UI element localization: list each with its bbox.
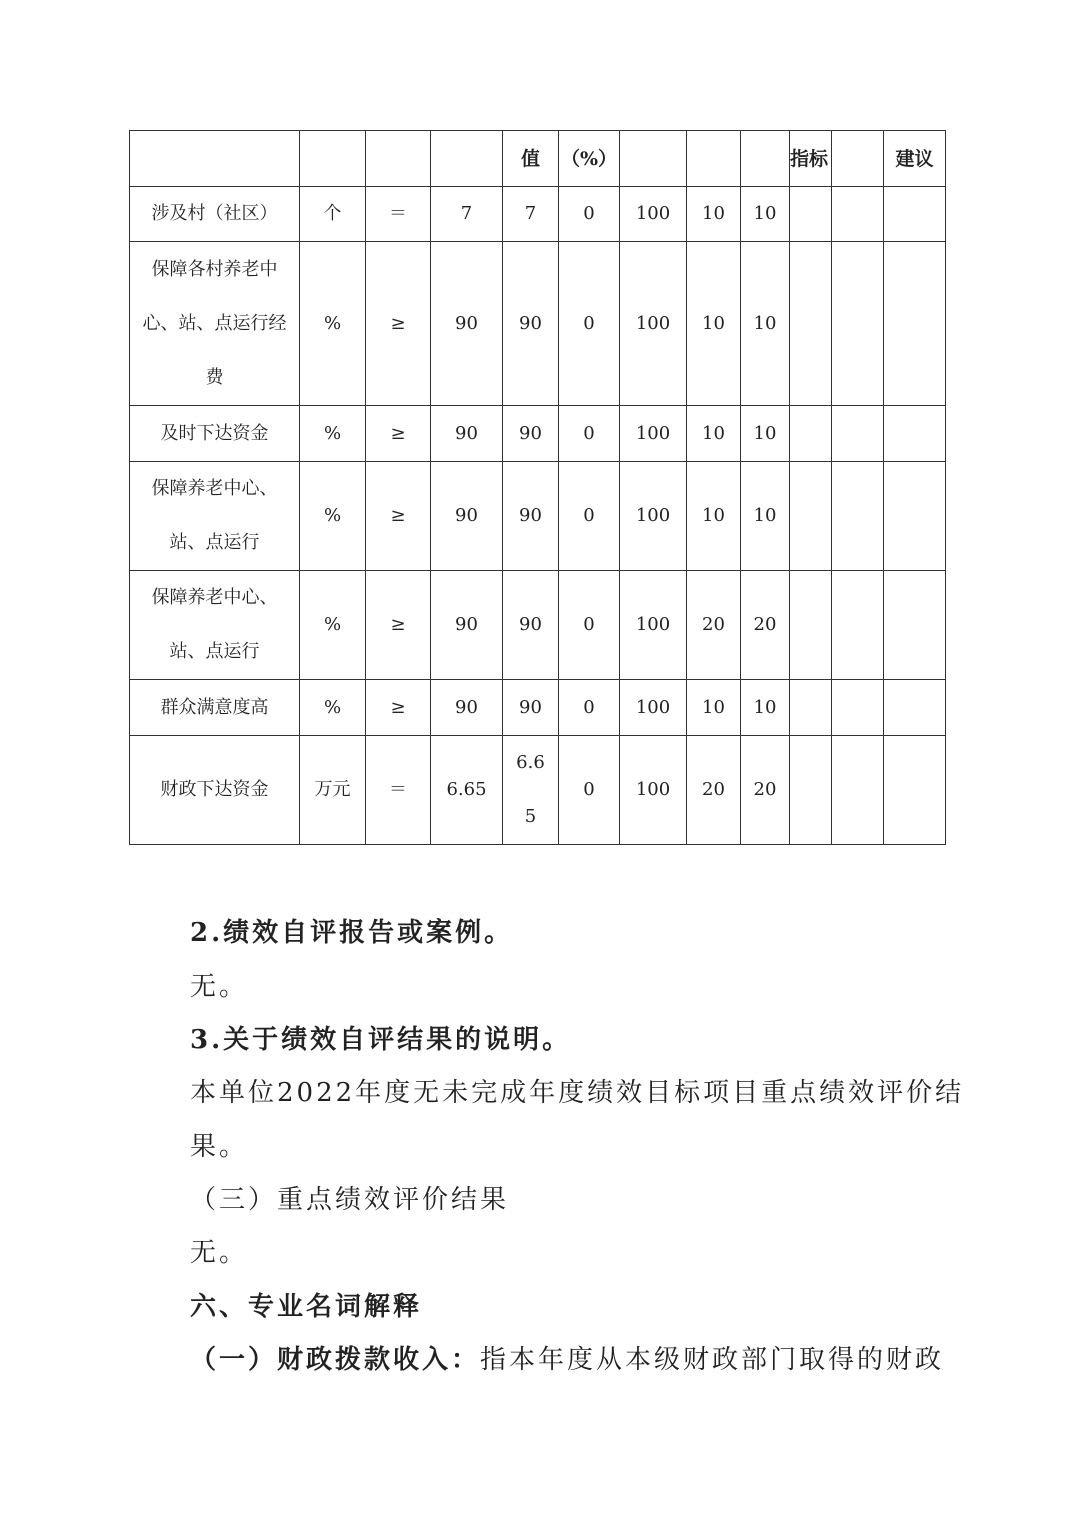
table-row <box>130 680 946 736</box>
empty-cell <box>832 680 884 736</box>
score-cell: 20 <box>741 736 790 845</box>
target-cell: 90 <box>431 571 503 680</box>
unit-cell: % <box>300 680 366 736</box>
operator-cell: ≥ <box>366 462 431 571</box>
empty-cell <box>832 571 884 680</box>
deviation-cell: 0 <box>559 406 620 462</box>
indicator-name: 保障各村养老中心、站、点运行经费 <box>130 242 300 406</box>
table-row <box>130 187 946 242</box>
indicator-name: 保障养老中心、站、点运行 <box>130 571 300 680</box>
section-heading-glossary: 六、专业名词解释 <box>190 1292 423 1322</box>
deviation-cell: 0 <box>559 736 620 845</box>
empty-cell <box>790 187 832 242</box>
empty-cell <box>790 406 832 462</box>
deviation-cell: 0 <box>559 187 620 242</box>
indicator-name: 涉及村（社区） <box>130 187 300 242</box>
section-heading-result-explanation: 3.关于绩效自评结果的说明。 <box>190 1025 572 1055</box>
operator-cell: ≥ <box>366 680 431 736</box>
header-cell <box>687 131 741 187</box>
empty-cell <box>884 462 946 571</box>
header-cell: （%） <box>559 131 620 187</box>
header-cell <box>620 131 687 187</box>
target-cell: 6.65 <box>431 736 503 845</box>
table-row <box>130 462 946 571</box>
weight-cell: 20 <box>687 571 741 680</box>
weight-cell: 10 <box>687 242 741 406</box>
table-row <box>130 571 946 680</box>
deviation-cell: 0 <box>559 462 620 571</box>
operator-cell: ＝ <box>366 736 431 845</box>
paragraph-result: 本单位2022年度无未完成年度绩效目标项目重点绩效评价结果。 <box>190 1078 965 1162</box>
paragraph-definition <box>132 1333 1002 1387</box>
operator-cell: ≥ <box>366 571 431 680</box>
score-cell: 10 <box>741 406 790 462</box>
rate-cell: 100 <box>620 406 687 462</box>
deviation-cell: 0 <box>559 242 620 406</box>
empty-cell <box>790 680 832 736</box>
indicator-name: 及时下达资金 <box>130 406 300 462</box>
unit-cell: 万元 <box>300 736 366 845</box>
weight-cell: 10 <box>687 462 741 571</box>
rate-cell: 100 <box>620 680 687 736</box>
actual-cell: 90 <box>503 242 559 406</box>
definition-term: （一）财政拨款收入： <box>190 1345 481 1375</box>
unit-cell: % <box>300 462 366 571</box>
unit-cell: % <box>300 406 366 462</box>
actual-cell: 90 <box>503 680 559 736</box>
target-cell: 90 <box>431 462 503 571</box>
header-cell <box>741 131 790 187</box>
indicator-name: 保障养老中心、站、点运行 <box>130 462 300 571</box>
header-cell <box>130 131 300 187</box>
weight-cell: 10 <box>687 187 741 242</box>
rate-cell: 100 <box>620 571 687 680</box>
indicator-name: 群众满意度高 <box>130 680 300 736</box>
empty-cell <box>832 242 884 406</box>
empty-cell <box>832 462 884 571</box>
target-cell: 90 <box>431 406 503 462</box>
performance-table <box>129 130 946 845</box>
deviation-cell: 0 <box>559 571 620 680</box>
score-cell: 20 <box>741 571 790 680</box>
deviation-cell: 0 <box>559 680 620 736</box>
empty-cell <box>884 680 946 736</box>
score-cell: 10 <box>741 187 790 242</box>
actual-cell: 90 <box>503 462 559 571</box>
header-cell <box>366 131 431 187</box>
table-row <box>130 406 946 462</box>
empty-cell <box>790 242 832 406</box>
empty-cell <box>832 187 884 242</box>
empty-cell <box>832 406 884 462</box>
table-row <box>130 736 946 845</box>
table-row <box>130 242 946 406</box>
paragraph-none: 无。 <box>190 1238 249 1268</box>
operator-cell: ≥ <box>366 242 431 406</box>
score-cell: 10 <box>741 242 790 406</box>
target-cell: 7 <box>431 187 503 242</box>
empty-cell <box>884 187 946 242</box>
header-cell <box>300 131 366 187</box>
section-heading-self-evaluation-report: 2.绩效自评报告或案例。 <box>190 918 514 948</box>
operator-cell: ≥ <box>366 406 431 462</box>
section-heading-key-evaluation: （三）重点绩效评价结果 <box>190 1185 510 1215</box>
unit-cell: % <box>300 242 366 406</box>
empty-cell <box>790 571 832 680</box>
score-cell: 10 <box>741 462 790 571</box>
actual-cell: 90 <box>503 571 559 680</box>
empty-cell <box>790 462 832 571</box>
operator-cell: ＝ <box>366 187 431 242</box>
weight-cell: 20 <box>687 736 741 845</box>
empty-cell <box>884 242 946 406</box>
weight-cell: 10 <box>687 680 741 736</box>
rate-cell: 100 <box>620 187 687 242</box>
empty-cell <box>790 736 832 845</box>
indicator-name: 财政下达资金 <box>130 736 300 845</box>
header-cell <box>431 131 503 187</box>
rate-cell: 100 <box>620 462 687 571</box>
header-cell: 指标 <box>790 131 832 187</box>
empty-cell <box>884 736 946 845</box>
header-cell: 建议 <box>884 131 946 187</box>
empty-cell <box>884 571 946 680</box>
unit-cell: % <box>300 571 366 680</box>
empty-cell <box>832 736 884 845</box>
actual-cell: 7 <box>503 187 559 242</box>
actual-cell: 90 <box>503 406 559 462</box>
unit-cell: 个 <box>300 187 366 242</box>
target-cell: 90 <box>431 680 503 736</box>
empty-cell <box>884 406 946 462</box>
header-cell <box>832 131 884 187</box>
table-header-row <box>130 131 946 187</box>
actual-cell: 6.65 <box>503 736 559 845</box>
rate-cell: 100 <box>620 242 687 406</box>
paragraph-none: 无。 <box>190 972 249 1002</box>
weight-cell: 10 <box>687 406 741 462</box>
target-cell: 90 <box>431 242 503 406</box>
definition-body: 指本年度从本级财政部门取得的财政 <box>480 1345 945 1375</box>
score-cell: 10 <box>741 680 790 736</box>
header-cell: 值 <box>503 131 559 187</box>
rate-cell: 100 <box>620 736 687 845</box>
